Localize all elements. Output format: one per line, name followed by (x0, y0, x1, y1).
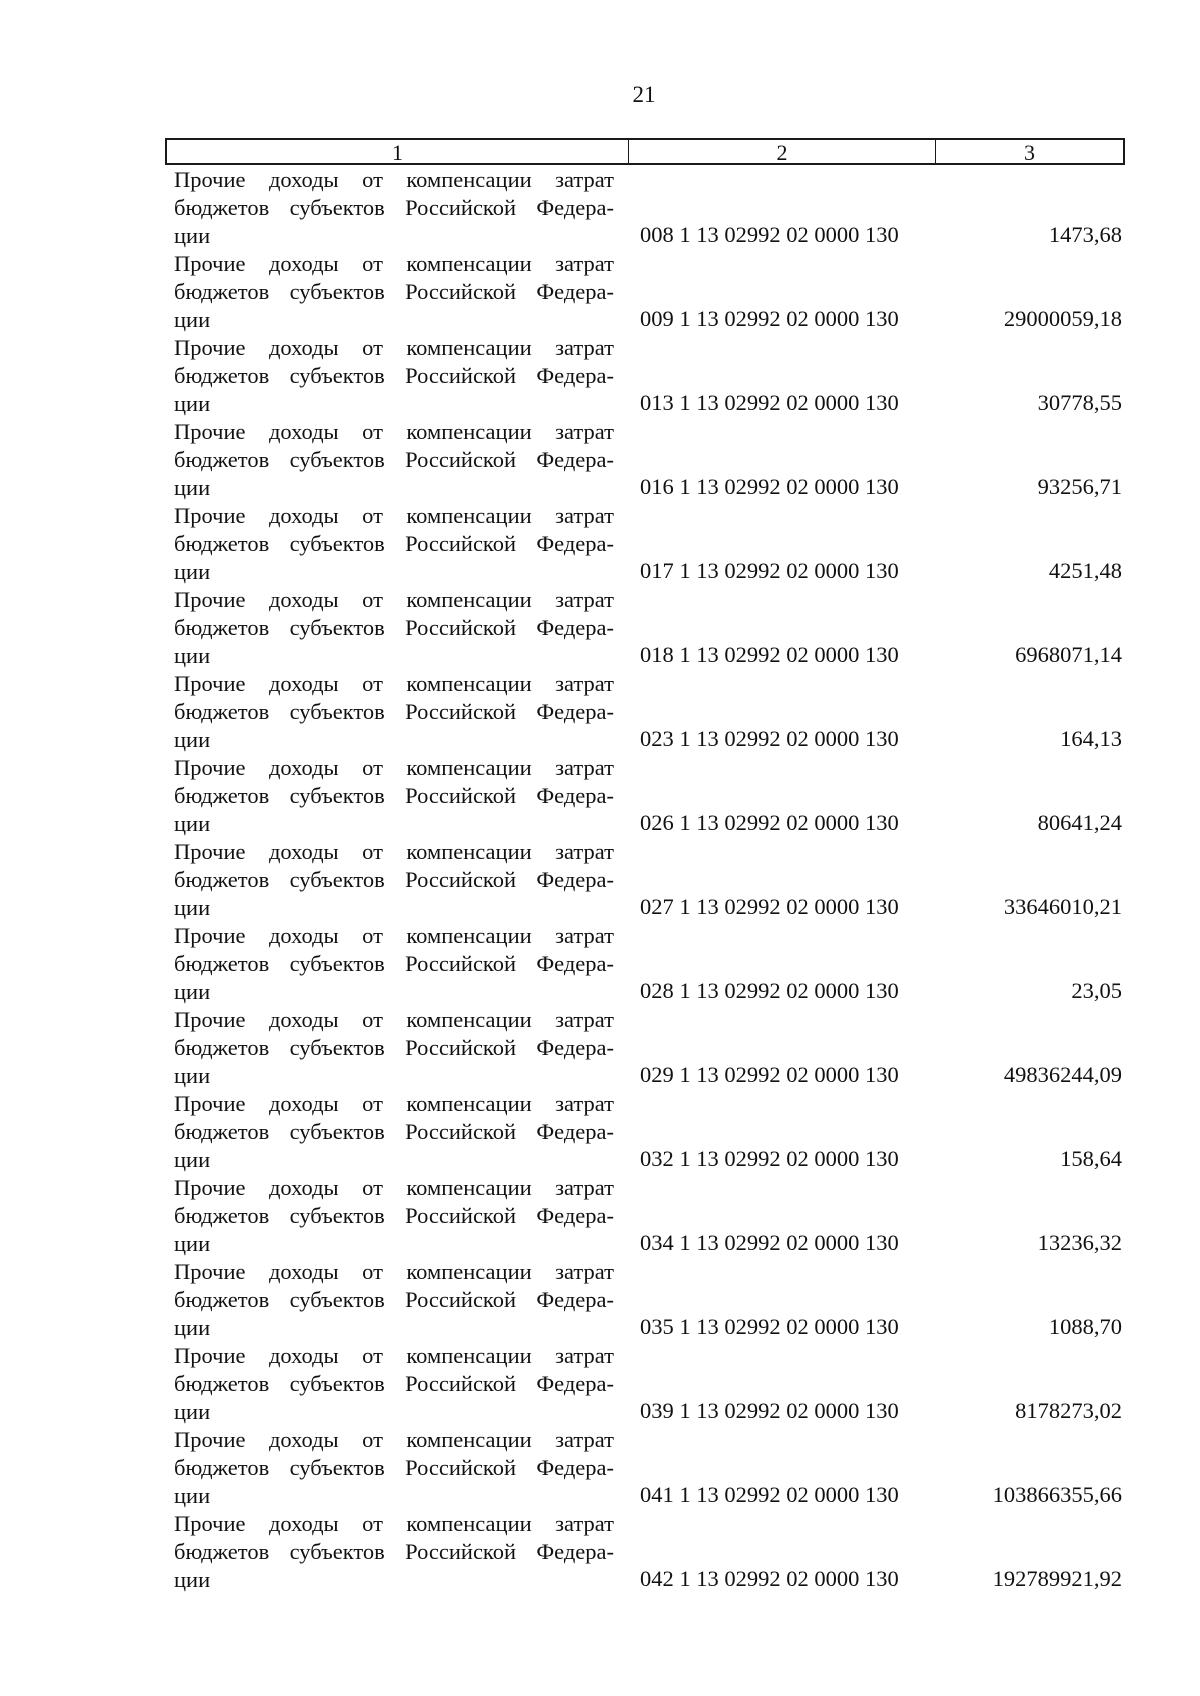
table-row (174, 670, 1122, 754)
description-line: бюджетов субъектов Российской Федера- (174, 447, 614, 472)
header-col-1: 1 (167, 140, 629, 163)
row-amount: 49836244,09 (1003, 1062, 1122, 1087)
description-line: ции (174, 895, 211, 920)
row-code: 042 1 13 02992 02 0000 130 (640, 1566, 899, 1591)
description-line: бюджетов субъектов Российской Федера- (174, 279, 614, 304)
row-code: 018 1 13 02992 02 0000 130 (640, 642, 899, 667)
row-amount: 80641,24 (1037, 810, 1122, 835)
description-line: ции (174, 811, 211, 836)
row-code: 013 1 13 02992 02 0000 130 (640, 390, 899, 415)
row-code: 009 1 13 02992 02 0000 130 (640, 306, 899, 331)
row-code: 032 1 13 02992 02 0000 130 (640, 1146, 899, 1171)
description-line: ции (174, 1147, 211, 1172)
table-body (174, 166, 1122, 1594)
row-amount: 1088,70 (1048, 1314, 1122, 1339)
row-amount: 23,05 (1071, 978, 1122, 1003)
description-line: бюджетов субъектов Российской Федера- (174, 1035, 614, 1060)
description-line: бюджетов субъектов Российской Федера- (174, 1203, 614, 1228)
description-line: Прочие доходы от компенсации затрат (174, 671, 614, 696)
description-line: бюджетов субъектов Российской Федера- (174, 699, 614, 724)
description-line: ции (174, 1231, 211, 1256)
row-amount: 6968071,14 (1015, 642, 1122, 667)
description-line: ции (174, 1399, 211, 1424)
row-description (174, 1342, 614, 1426)
description-line: Прочие доходы от компенсации затрат (174, 839, 614, 864)
row-amount: 29000059,18 (1003, 306, 1122, 331)
row-code: 039 1 13 02992 02 0000 130 (640, 1398, 899, 1423)
row-description (174, 502, 614, 586)
table-row (174, 1090, 1122, 1174)
row-description (174, 334, 614, 418)
row-amount: 8178273,02 (1015, 1398, 1122, 1423)
table-row (174, 1342, 1122, 1426)
description-line: ции (174, 1063, 211, 1088)
row-amount: 30778,55 (1037, 390, 1122, 415)
description-line: ции (174, 391, 211, 416)
description-line: Прочие доходы от компенсации затрат (174, 1175, 614, 1200)
description-line: ции (174, 727, 211, 752)
description-line: ции (174, 1567, 211, 1592)
description-line: Прочие доходы от компенсации затрат (174, 503, 614, 528)
description-line: ции (174, 1315, 211, 1340)
description-line: Прочие доходы от компенсации затрат (174, 1427, 614, 1452)
description-line: Прочие доходы от компенсации затрат (174, 419, 614, 444)
description-line: ции (174, 307, 211, 332)
description-line: ции (174, 1483, 211, 1508)
row-description (174, 1258, 614, 1342)
row-description (174, 586, 614, 670)
table-row (174, 586, 1122, 670)
row-amount: 33646010,21 (1003, 894, 1122, 919)
description-line: бюджетов субъектов Российской Федера- (174, 1371, 614, 1396)
description-line: бюджетов субъектов Российской Федера- (174, 1287, 614, 1312)
row-code: 023 1 13 02992 02 0000 130 (640, 726, 899, 751)
row-code: 008 1 13 02992 02 0000 130 (640, 222, 899, 247)
row-code: 017 1 13 02992 02 0000 130 (640, 558, 899, 583)
row-description (174, 922, 614, 1006)
row-amount: 13236,32 (1037, 1230, 1122, 1255)
description-line: бюджетов субъектов Российской Федера- (174, 1539, 614, 1564)
row-code: 016 1 13 02992 02 0000 130 (640, 474, 899, 499)
table-row (174, 418, 1122, 502)
description-line: бюджетов субъектов Российской Федера- (174, 867, 614, 892)
row-description (174, 754, 614, 838)
row-code: 027 1 13 02992 02 0000 130 (640, 894, 899, 919)
row-description (174, 250, 614, 334)
description-line: бюджетов субъектов Российской Федера- (174, 783, 614, 808)
row-amount: 158,64 (1060, 1146, 1122, 1171)
row-code: 041 1 13 02992 02 0000 130 (640, 1482, 899, 1507)
description-line: Прочие доходы от компенсации затрат (174, 1091, 614, 1116)
row-description (174, 838, 614, 922)
description-line: Прочие доходы от компенсации затрат (174, 755, 614, 780)
description-line: бюджетов субъектов Российской Федера- (174, 615, 614, 640)
table-row (174, 334, 1122, 418)
table-row (174, 502, 1122, 586)
row-description (174, 670, 614, 754)
description-line: бюджетов субъектов Российской Федера- (174, 1119, 614, 1144)
description-line: ции (174, 475, 211, 500)
row-amount: 103866355,66 (992, 1482, 1122, 1507)
description-line: Прочие доходы от компенсации затрат (174, 1007, 614, 1032)
description-line: Прочие доходы от компенсации затрат (174, 923, 614, 948)
table-row (174, 1510, 1122, 1594)
table-row (174, 922, 1122, 1006)
description-line: бюджетов субъектов Российской Федера- (174, 363, 614, 388)
description-line: Прочие доходы от компенсации затрат (174, 1259, 614, 1284)
description-line: Прочие доходы от компенсации затрат (174, 251, 614, 276)
row-code: 026 1 13 02992 02 0000 130 (640, 810, 899, 835)
row-amount: 192789921,92 (992, 1566, 1122, 1591)
description-line: ции (174, 979, 211, 1004)
header-col-2: 2 (629, 140, 936, 163)
table-row (174, 838, 1122, 922)
header-col-3: 3 (1024, 140, 1035, 165)
row-amount: 1473,68 (1048, 222, 1122, 247)
description-line: ции (174, 223, 211, 248)
row-description (174, 1174, 614, 1258)
row-amount: 93256,71 (1037, 474, 1122, 499)
row-amount: 164,13 (1060, 726, 1122, 751)
description-line: ции (174, 643, 211, 668)
row-code: 035 1 13 02992 02 0000 130 (640, 1314, 899, 1339)
row-description (174, 1426, 614, 1510)
row-code: 028 1 13 02992 02 0000 130 (640, 978, 899, 1003)
description-line: бюджетов субъектов Российской Федера- (174, 951, 614, 976)
row-code: 029 1 13 02992 02 0000 130 (640, 1062, 899, 1087)
table-row (174, 1258, 1122, 1342)
table-header (165, 138, 1125, 165)
page-number: 21 (632, 82, 656, 107)
table-row (174, 250, 1122, 334)
description-line: ции (174, 559, 211, 584)
description-line: бюджетов субъектов Российской Федера- (174, 195, 614, 220)
description-line: Прочие доходы от компенсации затрат (174, 167, 614, 192)
row-description (174, 1006, 614, 1090)
description-line: Прочие доходы от компенсации затрат (174, 1343, 614, 1368)
description-line: Прочие доходы от компенсации затрат (174, 1511, 614, 1536)
table-row (174, 1426, 1122, 1510)
table-row (174, 1006, 1122, 1090)
table-row (174, 754, 1122, 838)
row-amount: 4251,48 (1048, 558, 1122, 583)
row-description (174, 166, 614, 250)
description-line: бюджетов субъектов Российской Федера- (174, 531, 614, 556)
table-row (174, 1174, 1122, 1258)
table-row (174, 166, 1122, 250)
row-description (174, 1510, 614, 1594)
row-description (174, 418, 614, 502)
description-line: Прочие доходы от компенсации затрат (174, 587, 614, 612)
row-code: 034 1 13 02992 02 0000 130 (640, 1230, 899, 1255)
description-line: Прочие доходы от компенсации затрат (174, 335, 614, 360)
row-description (174, 1090, 614, 1174)
description-line: бюджетов субъектов Российской Федера- (174, 1455, 614, 1480)
